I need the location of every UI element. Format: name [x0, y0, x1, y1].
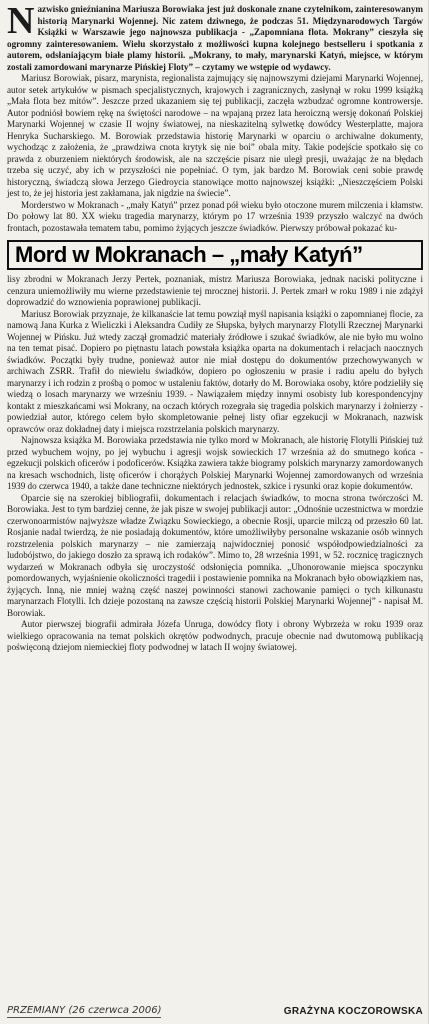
lead-text: azwisko gnieźnianina Mariusza Borowiaka jest już doskonale znane czytelnikom, zainteresowanym historią Marynarki Wojennej. Nic zatem dziwnego, że podczas 51. Międzynarodowych Targów Książki w Warszawie jego najnowsza publikacja - „Zapomniana flota. Mokrany” cieszyła się ogromny zainteresowaniem. Wielu skorzystało z możliwości kupna kolejnego bestselleru i spotkania z autorem, odsłaniającym białe plamy historii. „Mokrany, to mały, marynarski Katyń, miejsce, w którym zostali zamordowani marynarze Pińskiej Floty” – czytamy we wstępie od wydawcy. [7, 4, 423, 72]
paragraph: Morderstwo w Mokranach - „mały Katyń” przez ponad pół wieku było otoczone murem milczenia i kłamstw. Do połowy lat 80. XX wieku tragedia marynarzy, którym po 17 września 1939 przyszło walczyć na dwóch frontach, pozostawała tematem tabu, pomimo żyjących jeszcze świadków. Pierwszy próbował pokazać ku- [7, 199, 423, 233]
paragraph: Oparcie się na szerokiej bibliografii, dokumentach i relacjach świadków, to mocna strona twórczości M. Borowiaka. Jest to tym bardziej cenne, że jak pisze w swojej publikacji autor: „Odnośnie uczestnictwa w mordzie czerwonoarmistów najwyższe władze Związku Sowieckiego, a obecnie Rosji, uparcie milczą od przeszło 60 lat. Rosjanie nadal twierdzą, że nie posiadają dokumentów, które umożliwiłyby personalne wskazanie osób winnych rozstrzelenia polskich marynarzy – nie zamierzają najwidoczniej ponosić współodpowiedzialności za ludobójstwo, do jakiego doszło za sprawą ich rodaków”. Mimo to, 28 września 1991, w 52. rocznicę tragicznych wydarzeń w Mokranach odbyła się uroczystość odsłonięcia pomnika. „Uhonorowanie miejsca spoczynku pomordowanych, wyjaśnienie okoliczności tragedii i postawienie pomnika na Mokranach było obowiązkiem nas, żyjących. Inną, nie mniej ważną część naszej powinności stanowi zachowanie pamięci o tych kilkunastu marynarzach Flotylli. Ich dzieje pozostaną na zawsze częścią historii Polskiej Marynarki Wojennej” - napisał M. Borowiak. [7, 492, 423, 618]
paragraph: Najnowsza książka M. Borowiaka przedstawia nie tylko mord w Mokranach, ale historię Flotylli Pińskiej tuż przed wybuchem wojny, po jej wybuchu i agresji wojsk sowieckich 17 września aż do smutnego końca - egzekucji polskich oficerów i podoficerów. Książka zawiera także biogramy polskich marynarzy zamordowanych na kresach wschodnich, listę oficerów i chorążych Polskiej Marynarki Wojennej zamordowanych od września 1939 do czerwca 1940, a także dane techniczne niektórych jednostek, szkice i rysunki oraz kopie dokumentów. [7, 435, 423, 491]
paragraph: Autor pierwszej biografii admirała Józefa Unruga, dowódcy floty i obrony Wybrzeża w roku 1939 oraz wielkiego opracowania na temat polskich okrętów podwodnych, pracuje obecnie nad dwutomową publikacją poświęconą dziejom niemieckiej floty podwodnej w latach II wojny światowej. [7, 619, 423, 652]
paragraph: Mariusz Borowiak, pisarz, marynista, regionalista zajmujący się najnowszymi dziejami Marynarki Wojennej, autor setek artykułów w pismach specjalistycznych, krajowych i zagranicznych, zasłynął w roku 1999 książką „Mała flota bez mitów”. Jeszcze przed ukazaniem się tej publikacji, zaczęła wzbudzać ogromne kontrowersje. Autor podniósł bowiem rękę na świętości narodowe – na wpajaną przez lata heroiczną wersję dokonań Polskiej Marynarki Wojennej w czasie II wojny światowej, na nieskazitelną sylwetkę dowódcy Westerplatte, majora Henryka Sucharskiego. M. Borowiak przedstawia historię Marynarki w oparciu o archiwalne dokumenty, wychodząc z założenia, że „prawdziwa cnota krytyk się nie boi” obala mity. Takie podejście spotkało się co prawda z oburzeniem niektórych środowisk, ale na szczęście pisarz nie uległ presji, uważając że na błędach trzeba się uczyć, aby ich w przyszłości nie popełniać. O tym, jak bardzo M. Borowiak ceni sobie prawdę historyczną, świadczą słowa Jerzego Giedroycia stanowiące motto najnowszej książki: „Nieszczęściem Polski jest to, że jej historia jest zakłamana, jak nigdzie na świecie”. [7, 73, 423, 198]
article-lead [7, 0, 423, 73]
author-byline: GRAŻYNA KOCZOROWSKA [283, 1005, 423, 1017]
drop-cap: N [7, 0, 35, 42]
source-note: PRZEMIANY (26 czerwca 2006) [7, 1004, 162, 1016]
headline: Mord w Mokranach – „mały Katyń” [15, 242, 363, 267]
headline-box [7, 240, 423, 270]
paragraph: lisy zbrodni w Mokranach Jerzy Pertek, poznaniak, mistrz Mariusza Borowiaka, jednak naciski polityczne i cenzura uniemożliwiły mu wierne przedstawienie tej mrocznej historii. J. Pertek zmarł w roku 1989 i nie zdążył doprowadzić do wznowienia poprawionej publikacji. [7, 274, 423, 307]
article-footer [7, 1004, 423, 1018]
paragraph: Mariusz Borowiak przyznaje, że kilkanaście lat temu powziął myśl napisania książki o zapomnianej flocie, za namową Jana Kurka z Wieliczki i Aleksandra Cudiły ze Słupska, byłych marynarzy Flotylli Rzecznej Marynarki Wojennej w Pińsku. Już wtedy zaczął gromadzić materiały źródłowe i szukać świadków, ale nie było mu wolno na ten temat pisać. Dopiero po piętnastu latach powstała książka oparta na dokumentach i relacjach naocznych świadków. Początki były trudne, ponieważ autor nie miał dostępu do dokumentów przechowywanych w archiwach ZSRR. Trafił do niewielu świadków, dopiero po ogłoszeniu w prasie i radiu apelu do byłych marynarzy i ich rodzin z prośbą o pomoc w ustaleniu faktów, dotarły do M. Borowiaka osoby, które podzieliły się wiedzą o losach marynarzy we wrześniu 1939. - Nawiązałem między innymi osobisty lub korespondencyjny kontakt z mieszkańcami wsi Mokrany, na oczach których rozegrała się tragedia polskich marynarzy i żołnierzy - powiedział autor, którego celem było skompletowanie pełnej listy ofiar egzekucji w Mokranach, nazwisk oprawców oraz dokładnej daty i miejsca rozstrzelania polskich marynarzy. [7, 308, 423, 434]
